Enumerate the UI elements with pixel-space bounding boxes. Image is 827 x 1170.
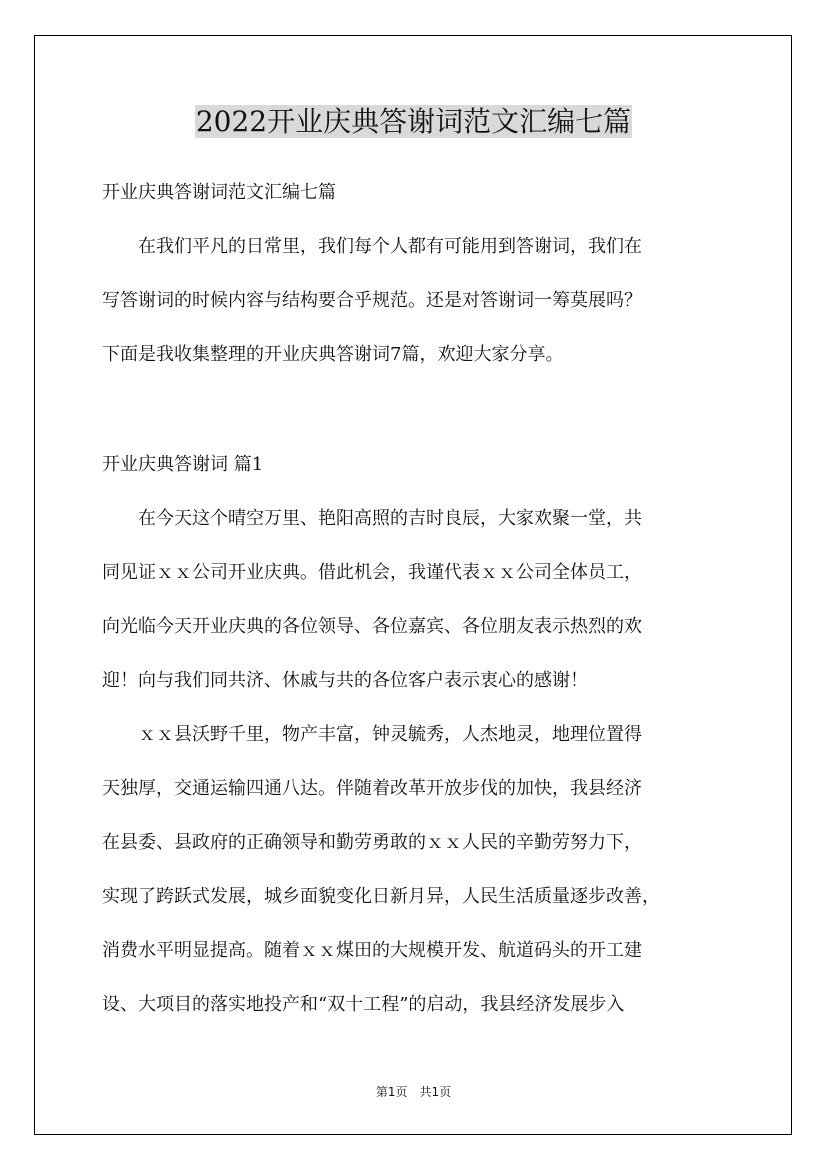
body-line-4: 迎！向与我们同共济、休戚与共的各位客户表示衷心的感谢！ bbox=[102, 670, 588, 691]
body-line-6: 天独厚，交通运输四通八达。伴随着改革开放步伐的加快，我县经济 bbox=[102, 778, 642, 799]
intro-line-2: 写答谢词的时候内容与结构要合乎规范。还是对答谢词一筹莫展吗？ bbox=[102, 290, 642, 311]
body-line-7: 在县委、县政府的正确领导和勤劳勇敢的ｘｘ人民的辛勤劳努力下， bbox=[102, 832, 642, 853]
body-line-3: 向光临今天开业庆典的各位领导、各位嘉宾、各位朋友表示热烈的欢 bbox=[102, 616, 642, 637]
body-line-5: ｘｘ县沃野千里，物产丰富，钟灵毓秀，人杰地灵，地理位置得 bbox=[102, 724, 642, 745]
body-line-9: 消费水平明显提高。随着ｘｘ煤田的大规模开发、航道码头的开工建 bbox=[102, 940, 642, 961]
intro-line-3: 下面是我收集整理的开业庆典答谢词7篇，欢迎大家分享。 bbox=[102, 344, 564, 365]
body-line-2: 同见证ｘｘ公司开业庆典。借此机会，我谨代表ｘｘ公司全体员工， bbox=[102, 562, 642, 583]
body-line-1: 在今天这个晴空万里、艳阳高照的吉时良辰，大家欢聚一堂，共 bbox=[102, 508, 642, 529]
document-title-text: 2022开业庆典答谢词范文汇编七篇 bbox=[195, 105, 632, 138]
intro-line-1: 在我们平凡的日常里，我们每个人都有可能用到答谢词，我们在 bbox=[102, 236, 642, 257]
section-heading-1: 开业庆典答谢词 篇1 bbox=[102, 454, 264, 475]
document-title bbox=[0, 102, 827, 142]
page-footer: 第1页 共1页 bbox=[375, 1085, 452, 1099]
subtitle-line: 开业庆典答谢词范文汇编七篇 bbox=[102, 182, 336, 203]
body-line-10: 设、大项目的落实地投产和“双十工程”的启动，我县经济发展步入 bbox=[102, 994, 625, 1015]
body-line-8: 实现了跨跃式发展，城乡面貌变化日新月异，人民生活质量逐步改善， bbox=[102, 886, 660, 907]
